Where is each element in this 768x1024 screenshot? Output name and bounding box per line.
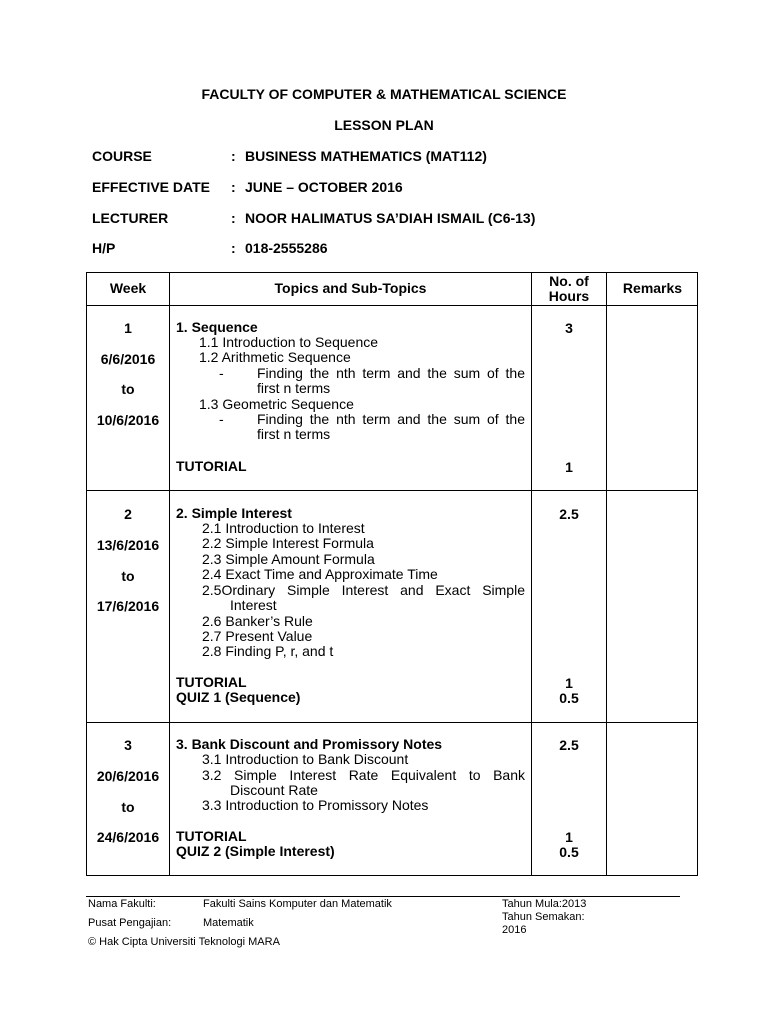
quiz-label: QUIZ 1 (Sequence) — [176, 689, 301, 705]
header-hours-line2: Hours — [548, 288, 590, 304]
subtopic: 2.1 Introduction to Interest — [202, 520, 365, 536]
row-divider — [87, 722, 697, 723]
tutorial-label: TUTORIAL — [176, 458, 247, 474]
header-remarks: Remarks — [622, 280, 683, 296]
header-week: Week — [109, 280, 147, 296]
topic-hours: 3 — [565, 320, 573, 336]
subtopic-detail: Finding the nth term and the sum of the first n terms — [257, 365, 525, 397]
topic-title: 2. Simple Interest — [176, 505, 292, 521]
meta-value: NOOR HALIMATUS SA’DIAH ISMAIL (C6-13) — [245, 210, 536, 226]
meta-colon: : — [231, 210, 236, 226]
subtopic: 3.1 Introduction to Bank Discount — [202, 751, 409, 767]
subtopic: 1.1 Introduction to Sequence — [199, 334, 379, 350]
footer-review-year: Tahun Semakan: 2016 — [502, 911, 585, 936]
footer-faculty-value: Fakulti Sains Komputer dan Matematik — [203, 898, 392, 910]
subtopic: 1.3 Geometric Sequence — [199, 396, 354, 412]
faculty-title: FACULTY OF COMPUTER & MATHEMATICAL SCIENCE — [201, 86, 567, 102]
subtopic-dash: - — [219, 365, 224, 381]
week-number: 1 — [124, 320, 132, 336]
quiz-hours: 0.5 — [559, 690, 579, 706]
subtopic: 2.2 Simple Interest Formula — [202, 535, 374, 551]
topic-hours: 2.5 — [559, 737, 579, 753]
row-divider — [87, 490, 697, 491]
subtopic: 2.6 Banker’s Rule — [202, 613, 313, 629]
subtopic: 3.3 Introduction to Promissory Notes — [202, 797, 429, 813]
header-hours — [532, 274, 606, 304]
week-to-label: to — [121, 799, 135, 815]
meta-label: H/P — [92, 240, 116, 256]
week-start-date: 6/6/2016 — [100, 351, 156, 367]
subtopic: 1.2 Arithmetic Sequence — [199, 349, 351, 365]
meta-colon: : — [231, 179, 236, 195]
meta-value: BUSINESS MATHEMATICS (MAT112) — [245, 148, 487, 164]
tutorial-label: TUTORIAL — [176, 674, 247, 690]
subtopic-text: 2.5Ordinary Simple Interest and Exact Simple Interest — [202, 582, 525, 614]
tutorial-hours: 1 — [565, 675, 573, 691]
column-divider — [531, 273, 532, 875]
quiz-hours: 0.5 — [559, 844, 579, 860]
week-number: 3 — [124, 737, 132, 753]
week-to-label: to — [121, 381, 135, 397]
topic-title: 3. Bank Discount and Promissory Notes — [176, 736, 443, 752]
subtopic: 2.7 Present Value — [202, 628, 313, 644]
week-start-date: 20/6/2016 — [96, 768, 160, 784]
meta-label: COURSE — [92, 148, 152, 164]
meta-label: EFFECTIVE DATE — [92, 179, 210, 195]
footer-start-year: Tahun Mula:2013 — [502, 898, 587, 910]
subtopic — [202, 583, 525, 614]
header-hours-line1: No. of — [549, 273, 589, 289]
header-topics: Topics and Sub-Topics — [274, 280, 427, 296]
tutorial-label: TUTORIAL — [176, 828, 247, 844]
subtopic-detail: Finding the nth term and the sum of the first n terms — [257, 411, 525, 443]
subtopic: 2.4 Exact Time and Approximate Time — [202, 566, 438, 582]
week-end-date: 17/6/2016 — [96, 598, 160, 614]
week-start-date: 13/6/2016 — [96, 537, 160, 553]
subtopic-text: 3.2 Simple Interest Rate Equivalent to Bank Discount Rate — [202, 767, 525, 799]
tutorial-hours: 1 — [565, 459, 573, 475]
column-divider — [606, 273, 607, 875]
footer-center-label: Pusat Pengajian: — [88, 917, 172, 929]
topic-title: 1. Sequence — [176, 319, 258, 335]
footer-rule — [86, 896, 680, 897]
meta-value: 018-2555286 — [245, 240, 328, 256]
meta-value: JUNE – OCTOBER 2016 — [245, 179, 403, 195]
meta-colon: : — [231, 148, 236, 164]
meta-colon: : — [231, 240, 236, 256]
tutorial-hours: 1 — [565, 829, 573, 845]
footer-copyright: © Hak Cipta Universiti Teknologi MARA — [88, 936, 280, 948]
meta-label: LECTURER — [92, 210, 169, 226]
week-end-date: 24/6/2016 — [96, 829, 160, 845]
quiz-label: QUIZ 2 (Simple Interest) — [176, 843, 335, 859]
footer-faculty-label: Nama Fakulti: — [88, 898, 156, 910]
subtopic: 2.3 Simple Amount Formula — [202, 551, 375, 567]
header-divider — [87, 305, 697, 306]
footer-center-value: Matematik — [203, 917, 254, 929]
week-to-label: to — [121, 568, 135, 584]
lesson-plan-table — [86, 272, 698, 876]
week-number: 2 — [124, 506, 132, 522]
subtopic — [202, 768, 525, 799]
column-divider — [169, 273, 170, 875]
week-end-date: 10/6/2016 — [96, 412, 160, 428]
subtopic-dash: - — [219, 411, 224, 427]
document-title: LESSON PLAN — [334, 117, 434, 133]
topic-hours: 2.5 — [559, 506, 579, 522]
subtopic: 2.8 Finding P, r, and t — [202, 643, 334, 659]
